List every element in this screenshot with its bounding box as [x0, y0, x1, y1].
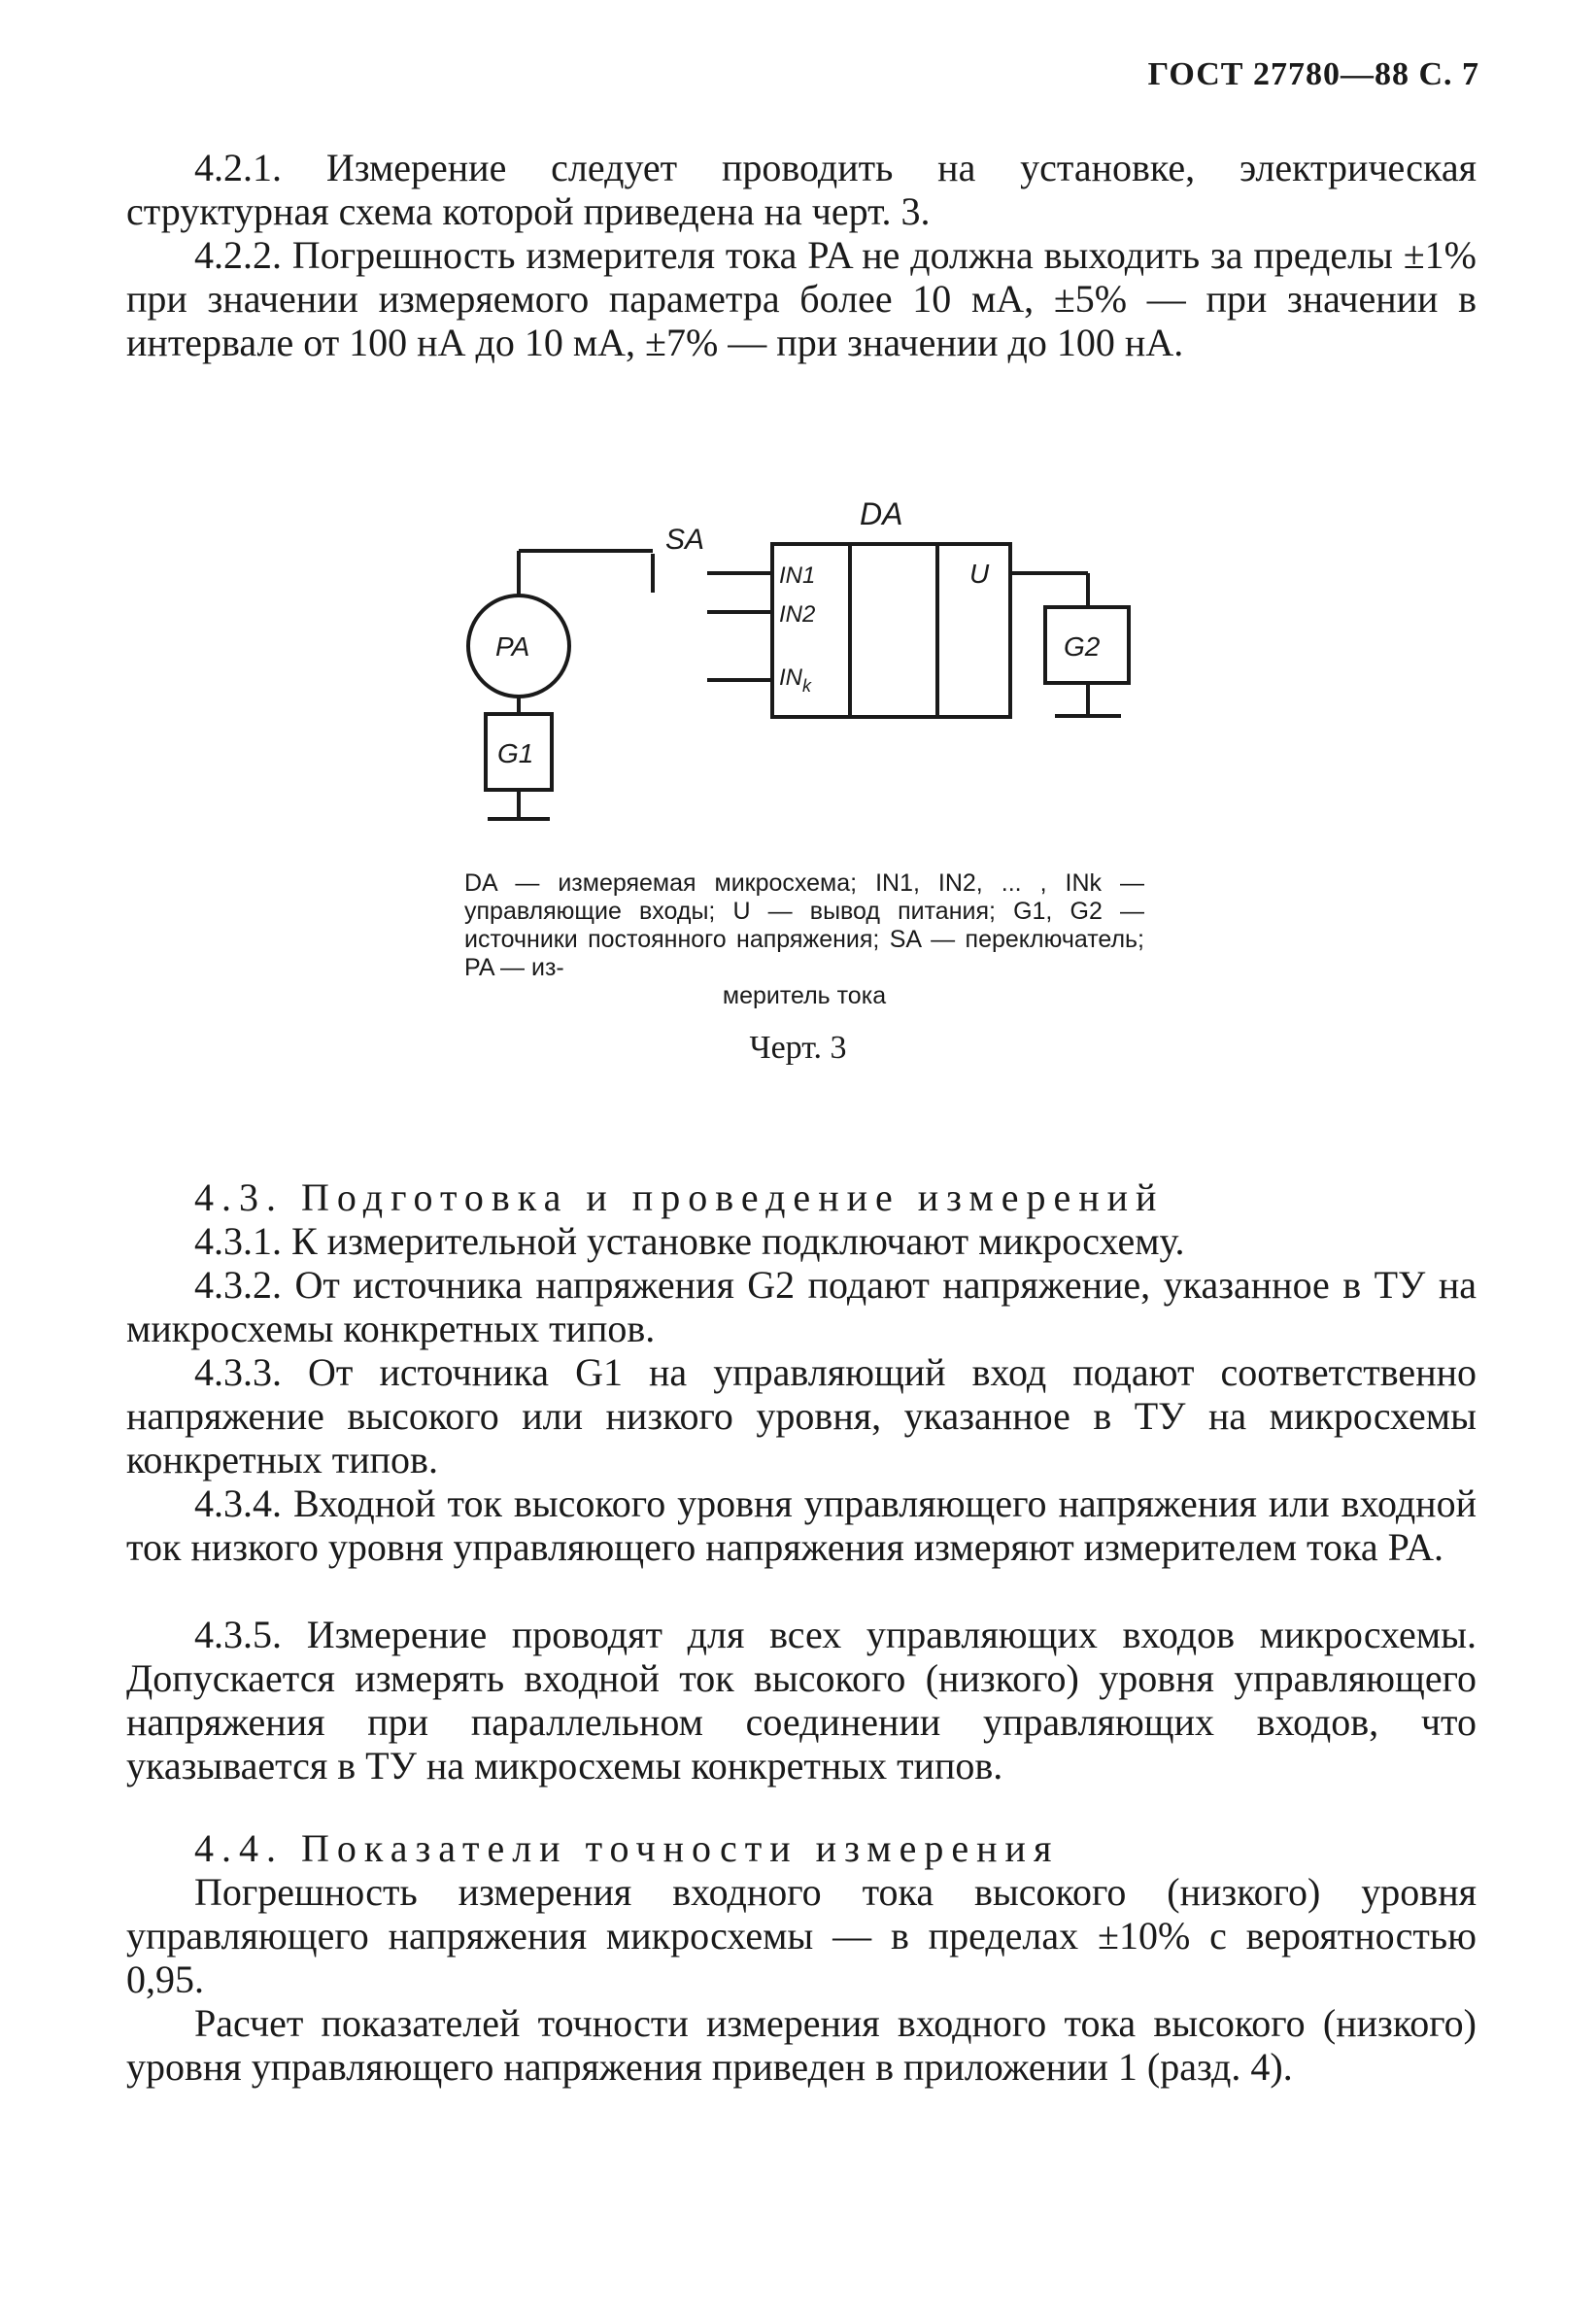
- caption-main: DA — измеряемая микросхема; IN1, IN2, ... , INk — управляющие входы; U — вывод питания; G1, G2 — источники постоянного напряжения; SA — переключатель; PA — из-: [464, 869, 1144, 981]
- paragraph-4-4-reference: Расчет показателей точности измерения входного тока высокого (низкого) уровня управляющего напряжения приведен в приложении 1 (разд. 4).: [126, 2001, 1477, 2089]
- ink-label: $IN_k$: [779, 664, 811, 696]
- paragraph-4-3-2: 4.3.2. От источника напряжения G2 подают напряжение, указанное в ТУ на микросхемы конкретных типов.: [126, 1263, 1477, 1350]
- paragraph-4-3-1: 4.3.1. К измерительной установке подключают микросхему.: [194, 1219, 1185, 1263]
- paragraph-4-3-4: 4.3.4. Входной ток высокого уровня управляющего напряжения или входной ток низкого уровня управляющего напряжения измеряют измерителем тока PA.: [126, 1481, 1477, 1569]
- sa-label: SA: [665, 524, 705, 556]
- paragraph-4-3-5: 4.3.5. Измерение проводят для всех управляющих входов микросхемы. Допускается измерять входной ток высокого (низкого) уровня управляющего напряжения при параллельном соединении управляющих входов, что указывается в ТУ на микросхемы конкретных типов.: [126, 1613, 1477, 1787]
- da-label: DA: [860, 496, 903, 531]
- page-header: ГОСТ 27780—88 С. 7: [1147, 56, 1479, 92]
- paragraph-4-2-1: 4.2.1. Измерение следует проводить на установке, электрическая структурная схема которой приведена на черт. 3.: [126, 146, 1477, 233]
- circuit-diagram: [466, 491, 1166, 918]
- g1-label: G1: [497, 738, 534, 768]
- section-4-4-heading: 4.4. Показатели точности измерения: [194, 1826, 1060, 1870]
- figure-label: Черт. 3: [749, 1030, 847, 1066]
- caption-last-line: меритель тока: [722, 982, 887, 1009]
- g2-label: G2: [1064, 631, 1101, 662]
- pa-label: PA: [495, 631, 530, 662]
- paragraph-4-4-accuracy: Погрешность измерения входного тока высокого (низкого) уровня управляющего напряжения микросхемы — в пределах ±10% с вероятностью 0,95.: [126, 1870, 1477, 2001]
- figure-caption: [464, 869, 1144, 1010]
- paragraph-4-2-2: 4.2.2. Погрешность измерителя тока PA не должна выходить за пределы ±1% при значении измеряемого параметра более 10 мА, ±5% — при значении в интервале от 100 нА до 10 мА, ±7% — при значении до 100 нА.: [126, 233, 1477, 364]
- in1-label: IN1: [779, 562, 816, 589]
- paragraph-4-3-3: 4.3.3. От источника G1 на управляющий вход подают соответственно напряжение высокого или низкого уровня, указанное в ТУ на микросхемы конкретных типов.: [126, 1350, 1477, 1481]
- in2-label: IN2: [779, 601, 816, 628]
- u-label: U: [969, 559, 990, 589]
- section-4-3-heading: 4.3. Подготовка и проведение измерений: [194, 1175, 1165, 1219]
